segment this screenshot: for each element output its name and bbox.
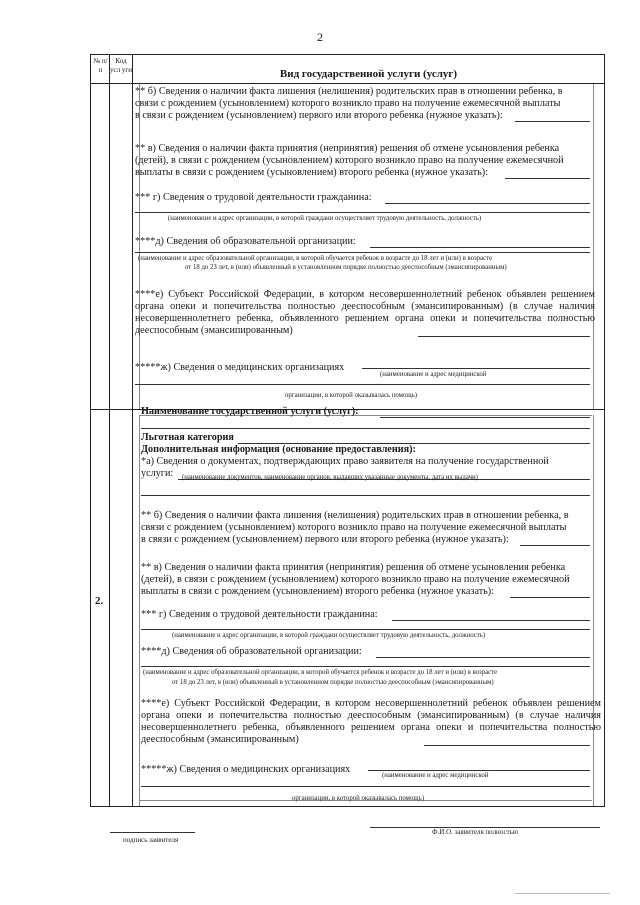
row-number: 2. — [95, 595, 104, 607]
header-service-type: Вид государственной услуги (услуг) — [279, 68, 458, 80]
row1-d-caption-line1: (наименование и адрес образовательной организации, в которой обучается ребенок в возрасте до 18 лет и (или) в возрасте — [138, 255, 493, 262]
row1-b-line3: в связи с рождением (усыновлением) первого или второго ребенка (нужное указать): — [135, 110, 503, 121]
row2-e-text: ****е) Субъект Российской Федерации, в котором несовершеннолетний ребенок объявлен решением органа опеки и попечительства полностью дееспособным (эмансипированным) (в случае наличия несовершеннолетнего ребенка, объявленного решением органа опеки и попечительства полностью дееспособным (эмансипированным) — [141, 698, 601, 745]
row2-service-name-label: Наименование государственной услуги (услуг): — [141, 406, 359, 417]
row1-zh-label: *****ж) Сведения о медицинских организациях — [135, 362, 345, 373]
row1-d-caption-line2: от 18 до 23 лет, в (или) объявленный в установленном порядке полностью дееспособным (эмансипированным) — [185, 264, 507, 271]
row1-zh-caption1: (наименование и адрес медицинской — [380, 371, 487, 378]
row2-a-line2: услуги: — [141, 468, 174, 479]
row1-d-label: ****д) Сведения об образовательной организации: — [135, 236, 356, 247]
row2-d-caption-line2: от 18 до 23 лет, в (или) объявленный в установленном порядке полностью дееспособным (эмансипированным) — [172, 679, 494, 686]
row2-zh-caption2: организации, в которой оказывалась помощь) — [292, 795, 424, 802]
row2-a-caption: (наименование документов, наименование органов, выдавших указанные документы, дата их выдачи) — [182, 474, 478, 481]
row1-g-caption: (наименование и адрес организации, в которой граждани осуществляет трудовую деятельность, должность) — [168, 215, 482, 222]
row2-v-line2: (детей), в связи с рождением (усыновлением) которого возникло право на получение ежемесячной — [141, 574, 570, 585]
row1-v-line2: (детей), в связи с рождением (усыновлением) которого возникло право на получение ежемесячной — [135, 155, 564, 166]
row2-d-field[interactable] — [376, 657, 590, 658]
row2-zh-label: *****ж) Сведения о медицинских организациях — [141, 764, 351, 775]
header-code: Код усл уги — [110, 57, 132, 74]
row2-v-line3: выплаты в связи с рождением (усыновлением) второго ребенка (нужное указать): — [141, 586, 495, 597]
row2-service-name-field-2[interactable] — [141, 428, 590, 429]
row2-b-field[interactable] — [520, 545, 590, 546]
row2-d-label: ****д) Сведения об образовательной организации: — [141, 646, 362, 657]
row2-g-label: *** г) Сведения о трудовой деятельности гражданина: — [141, 609, 378, 620]
row2-v-line1: ** в) Сведения о наличии факта принятия (непринятия) решения об отмене усыновления ребенка — [141, 562, 566, 573]
row2-b-line2: связи с рождением (усыновлением) которого возникло право на получение ежемесячной выплаты — [141, 522, 567, 533]
row2-zh-field-2[interactable] — [141, 786, 590, 787]
row2-d-field-2[interactable] — [141, 666, 590, 667]
inner-border — [593, 415, 594, 806]
row1-v-field[interactable] — [505, 178, 590, 179]
row1-g-field[interactable] — [385, 203, 590, 204]
fio-caption: Ф.И.О. заявителя полностью — [432, 828, 519, 836]
row1-zh-field-2[interactable] — [135, 384, 590, 385]
row1-b-line2: связи с рождением (усыновлением) которого возникло право на получение ежемесячной выплаты — [135, 98, 561, 109]
row1-zh-field[interactable] — [362, 368, 590, 369]
row2-g-field-2[interactable] — [141, 629, 590, 630]
row1-v-line3: выплаты в связи с рождением (усыновлением) второго ребенка (нужное указать): — [135, 167, 489, 178]
row2-d-caption-line1: (наименование и адрес образовательной организации, в которой обучается ребенок в возрасте до 18 лет и (или) в возрасте — [143, 669, 498, 676]
row2-e-field[interactable] — [424, 745, 590, 746]
row2-b-line3: в связи с рождением (усыновлением) первого или второго ребенка (нужное указать): — [141, 534, 509, 545]
row1-e-field[interactable] — [418, 336, 590, 337]
signature-caption: подпись заявителя — [123, 836, 179, 844]
row2-b-line1: ** б) Сведения о наличии факта лишения (нелишения) родительских прав в отношении ребенка, в — [141, 510, 569, 521]
column-divider — [109, 55, 110, 806]
scan-artifact — [515, 893, 610, 894]
header-divider — [91, 83, 604, 84]
row1-g-label: *** г) Сведения о трудовой деятельности гражданина: — [135, 192, 372, 203]
row2-category-label: Льготная категория — [141, 432, 234, 443]
header-num: № п/ п — [93, 57, 108, 74]
row2-a-field-2[interactable] — [141, 495, 590, 496]
column-divider — [132, 55, 133, 806]
row1-v-line1: ** в) Сведения о наличии факта принятия (непринятия) решения об отмене усыновления ребенка — [135, 143, 560, 154]
row2-service-name-field[interactable] — [380, 417, 590, 418]
row1-zh-caption2: организации, в которой оказывалась помощь) — [285, 392, 417, 399]
row1-d-field-2[interactable] — [135, 252, 590, 253]
row1-d-field[interactable] — [370, 247, 590, 248]
row1-b-field[interactable] — [515, 121, 590, 122]
signature-line[interactable] — [110, 832, 195, 833]
inner-border — [593, 84, 594, 409]
row2-v-field[interactable] — [510, 597, 590, 598]
inner-border — [139, 415, 140, 806]
page-number: 2 — [317, 30, 323, 44]
row2-zh-field[interactable] — [368, 770, 590, 771]
row2-g-field[interactable] — [392, 620, 590, 621]
row1-b-line1: ** б) Сведения о наличии факта лишения (нелишения) родительских прав в отношении ребенка, в — [135, 86, 563, 97]
row1-g-field-2[interactable] — [135, 212, 590, 213]
row2-extra-info-label: Дополнительная информация (основание предоставления): — [141, 444, 416, 455]
row2-g-caption: (наименование и адрес организации, в которой граждани осуществляет трудовую деятельность, должность) — [172, 632, 486, 639]
row2-a-line1: *а) Сведения о документах, подтверждающих право заявителя на получение государственной — [141, 456, 549, 467]
row1-e-text: ****е) Субъект Российской Федерации, в котором несовершеннолетний ребенок объявлен решением органа опеки и попечительства полностью дееспособным (эмансипированным) (в случае наличия несовершеннолетнего ребенка, объявленного решением органа опеки и попечительства полностью дееспособным (эмансипированным) — [135, 289, 595, 336]
row2-zh-caption1: (наименование и адрес медицинской — [382, 772, 489, 779]
